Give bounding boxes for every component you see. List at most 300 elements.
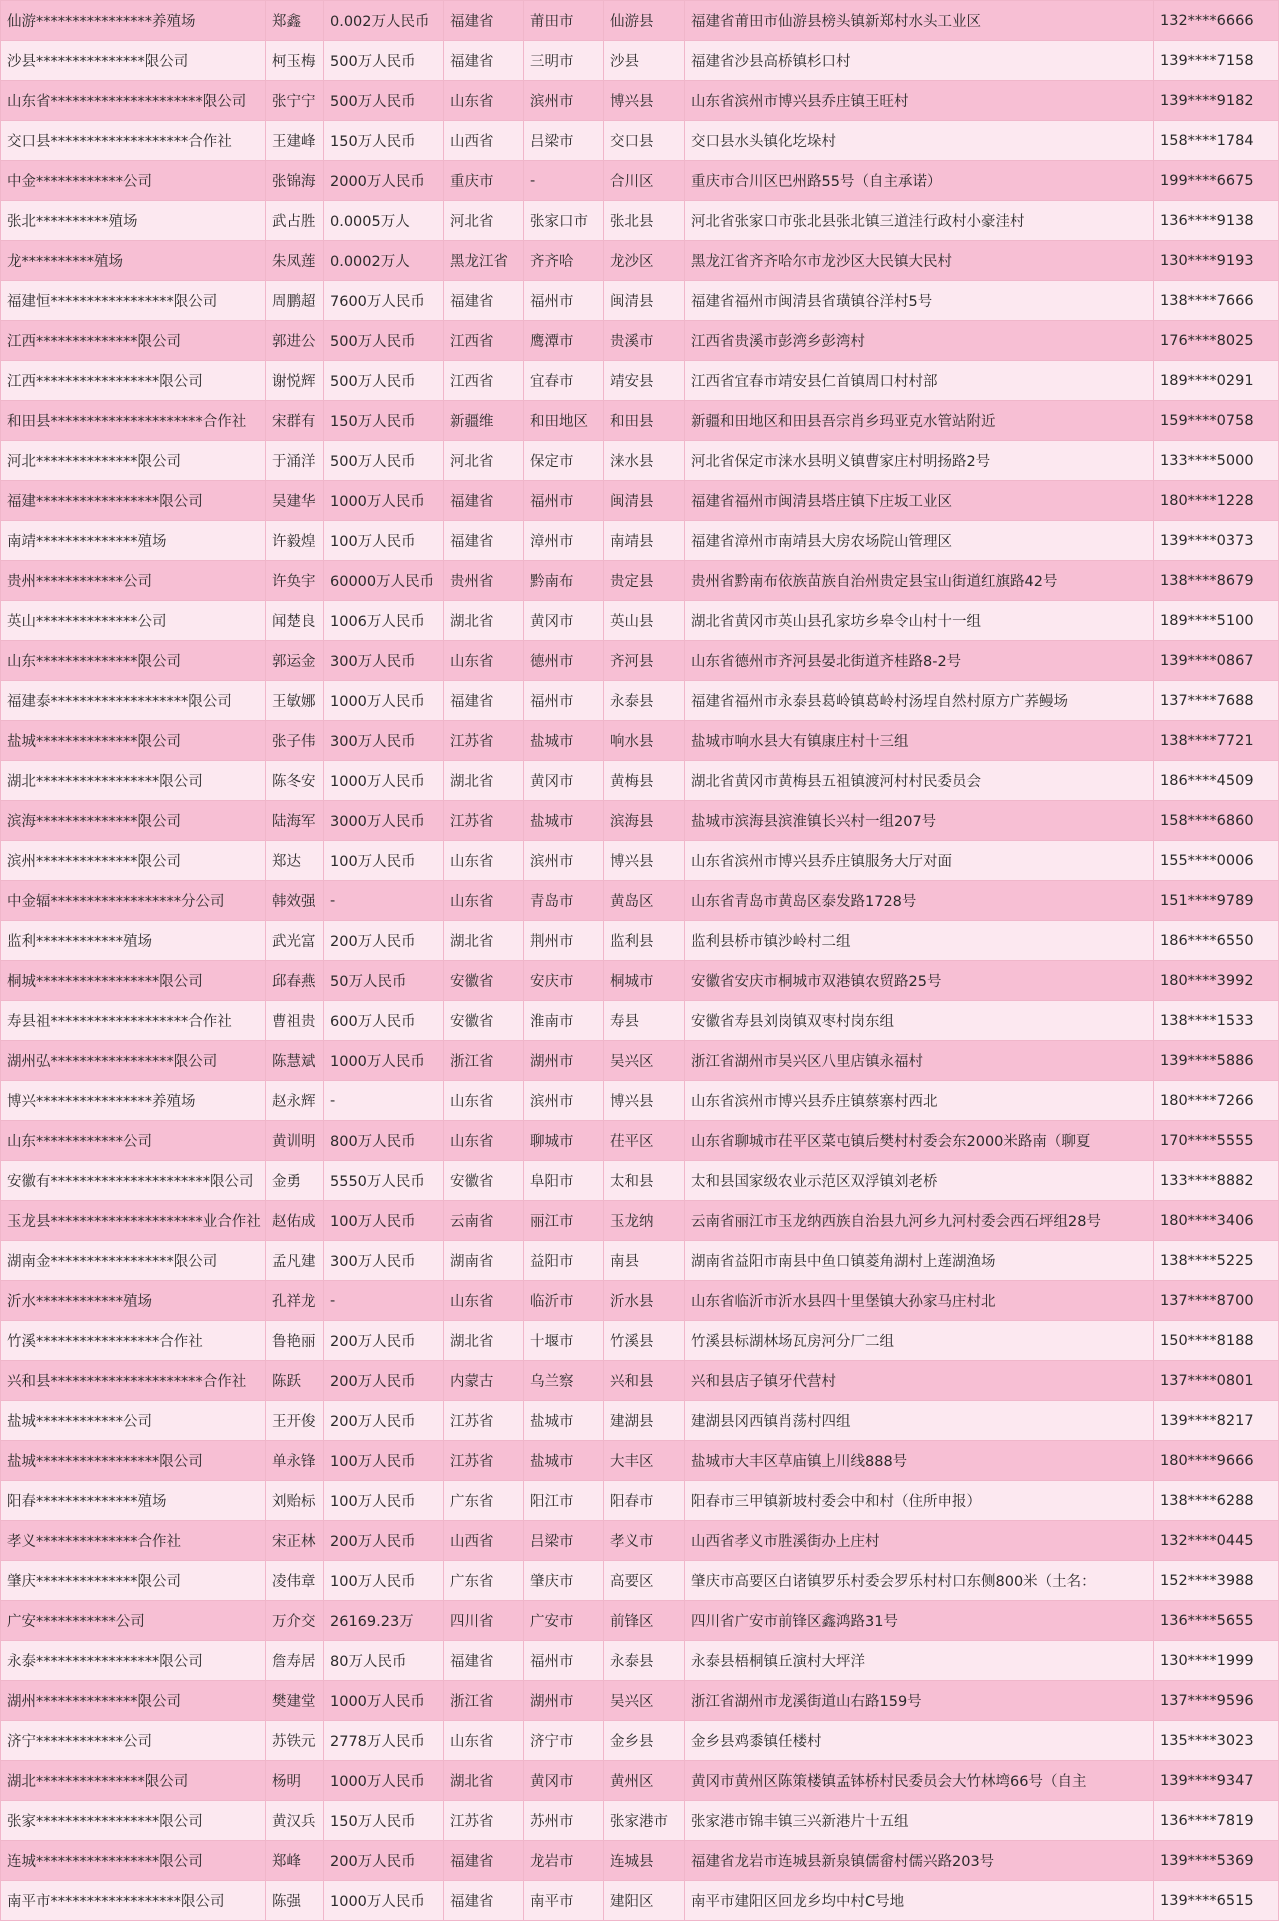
district-cell: 茌平区 [604,1121,685,1161]
province-cell: 福建省 [444,481,524,521]
legal-rep-cell: 陈冬安 [266,761,324,801]
district-cell: 涞水县 [604,441,685,481]
province-cell: 福建省 [444,1841,524,1881]
district-cell: 阳春市 [604,1481,685,1521]
company-name-cell: 交口县*******************合作社 [1,121,266,161]
address-cell: 阳春市三甲镇新坡村委会中和村（住所申报） [685,1481,1154,1521]
address-cell: 黑龙江省齐齐哈尔市龙沙区大民镇大民村 [685,241,1154,281]
city-cell: 乌兰察 [524,1361,604,1401]
city-cell: 湖州市 [524,1681,604,1721]
table-row [1,1001,1279,1041]
province-cell: 山东省 [444,641,524,681]
district-cell: 交口县 [604,121,685,161]
phone-cell: 139****5369 [1154,1841,1279,1881]
province-cell: 湖北省 [444,601,524,641]
legal-rep-cell: 朱凤莲 [266,241,324,281]
table-row [1,1321,1279,1361]
table-row [1,1201,1279,1241]
district-cell: 金乡县 [604,1721,685,1761]
registered-capital-cell: 100万人民币 [324,1561,444,1601]
phone-cell: 159****0758 [1154,401,1279,441]
phone-cell: 186****4509 [1154,761,1279,801]
province-cell: 山东省 [444,841,524,881]
company-name-cell: 江西*****************限公司 [1,361,266,401]
phone-cell: 199****6675 [1154,161,1279,201]
phone-cell: 170****5555 [1154,1121,1279,1161]
city-cell: 盐城市 [524,1401,604,1441]
district-cell: 黄梅县 [604,761,685,801]
address-cell: 江西省贵溪市彭湾乡彭湾村 [685,321,1154,361]
legal-rep-cell: 郑峰 [266,1841,324,1881]
company-name-cell: 张北**********殖场 [1,201,266,241]
registered-capital-cell: - [324,1081,444,1121]
phone-cell: 130****9193 [1154,241,1279,281]
table-row [1,801,1279,841]
legal-rep-cell: 于涌洋 [266,441,324,481]
address-cell: 盐城市滨海县滨淮镇长兴村一组207号 [685,801,1154,841]
table-row [1,601,1279,641]
city-cell: 淮南市 [524,1001,604,1041]
table-row [1,1121,1279,1161]
registered-capital-cell: 200万人民币 [324,1841,444,1881]
company-name-cell: 永泰*****************限公司 [1,1641,266,1681]
district-cell: 永泰县 [604,1641,685,1681]
registered-capital-cell: 0.0005万人 [324,201,444,241]
table-row [1,361,1279,401]
company-name-cell: 沙县***************限公司 [1,41,266,81]
district-cell: 齐河县 [604,641,685,681]
phone-cell: 139****9347 [1154,1761,1279,1801]
legal-rep-cell: 单永锋 [266,1441,324,1481]
registered-capital-cell: 200万人民币 [324,1521,444,1561]
district-cell: 和田县 [604,401,685,441]
province-cell: 福建省 [444,1641,524,1681]
city-cell: 安庆市 [524,961,604,1001]
table-row [1,1761,1279,1801]
city-cell: 广安市 [524,1601,604,1641]
company-name-cell: 湖北*****************限公司 [1,761,266,801]
province-cell: 黑龙江省 [444,241,524,281]
legal-rep-cell: 金勇 [266,1161,324,1201]
phone-cell: 137****0801 [1154,1361,1279,1401]
address-cell: 竹溪县标湖林场瓦房河分厂二组 [685,1321,1154,1361]
registered-capital-cell: 800万人民币 [324,1121,444,1161]
district-cell: 仙游县 [604,1,685,41]
city-cell: 苏州市 [524,1801,604,1841]
registered-capital-cell: 2000万人民币 [324,161,444,201]
registered-capital-cell: 150万人民币 [324,401,444,441]
registered-capital-cell: 100万人民币 [324,521,444,561]
registered-capital-cell: 26169.23万 [324,1601,444,1641]
company-name-cell: 肇庆**************限公司 [1,1561,266,1601]
company-name-cell: 福建恒*****************限公司 [1,281,266,321]
province-cell: 湖南省 [444,1241,524,1281]
company-name-cell: 贵州************公司 [1,561,266,601]
district-cell: 监利县 [604,921,685,961]
district-cell: 太和县 [604,1161,685,1201]
company-name-cell: 竹溪*****************合作社 [1,1321,266,1361]
district-cell: 寿县 [604,1001,685,1041]
phone-cell: 180****3406 [1154,1201,1279,1241]
phone-cell: 139****9182 [1154,81,1279,121]
company-name-cell: 盐城**************限公司 [1,721,266,761]
table-row [1,1561,1279,1601]
registered-capital-cell: 2778万人民币 [324,1721,444,1761]
address-cell: 浙江省湖州市吴兴区八里店镇永福村 [685,1041,1154,1081]
address-cell: 太和县国家级农业示范区双浮镇刘老桥 [685,1161,1154,1201]
company-name-cell: 南靖**************殖场 [1,521,266,561]
district-cell: 连城县 [604,1841,685,1881]
legal-rep-cell: 宋群有 [266,401,324,441]
company-name-cell: 福建*****************限公司 [1,481,266,521]
company-name-cell: 沂水************殖场 [1,1281,266,1321]
province-cell: 安徽省 [444,1161,524,1201]
address-cell: 南平市建阳区回龙乡均中村C号地 [685,1881,1154,1921]
company-name-cell: 兴和县*********************合作社 [1,1361,266,1401]
registered-capital-cell: 3000万人民币 [324,801,444,841]
province-cell: 江苏省 [444,1801,524,1841]
address-cell: 张家港市锦丰镇三兴新港片十五组 [685,1801,1154,1841]
table-row [1,201,1279,241]
province-cell: 山西省 [444,121,524,161]
legal-rep-cell: 陆海军 [266,801,324,841]
phone-cell: 189****0291 [1154,361,1279,401]
registered-capital-cell: 100万人民币 [324,1201,444,1241]
registered-capital-cell: 1000万人民币 [324,1761,444,1801]
city-cell: 和田地区 [524,401,604,441]
address-cell: 山东省聊城市茌平区菜屯镇后樊村村委会东2000米路南（聊夏 [685,1121,1154,1161]
district-cell: 吴兴区 [604,1681,685,1721]
province-cell: 湖北省 [444,1761,524,1801]
registered-capital-cell: 100万人民币 [324,841,444,881]
city-cell: 宜春市 [524,361,604,401]
company-name-cell: 山东**************限公司 [1,641,266,681]
phone-cell: 158****6860 [1154,801,1279,841]
legal-rep-cell: 陈慧斌 [266,1041,324,1081]
company-name-cell: 张家*****************限公司 [1,1801,266,1841]
table-row [1,1801,1279,1841]
registered-capital-cell: 500万人民币 [324,321,444,361]
company-name-cell: 阳春**************殖场 [1,1481,266,1521]
table-row [1,921,1279,961]
address-cell: 山东省临沂市沂水县四十里堡镇大孙家马庄村北 [685,1281,1154,1321]
city-cell: 福州市 [524,1641,604,1681]
district-cell: 高要区 [604,1561,685,1601]
company-name-cell: 湖北***************限公司 [1,1761,266,1801]
province-cell: 福建省 [444,41,524,81]
city-cell: 三明市 [524,41,604,81]
address-cell: 福建省福州市永泰县葛岭镇葛岭村汤埕自然村原方广荞鳗场 [685,681,1154,721]
address-cell: 四川省广安市前锋区鑫鸿路31号 [685,1601,1154,1641]
district-cell: 博兴县 [604,81,685,121]
company-name-cell: 盐城*****************限公司 [1,1441,266,1481]
province-cell: 山东省 [444,1721,524,1761]
address-cell: 浙江省湖州市龙溪街道山右路159号 [685,1681,1154,1721]
city-cell: 益阳市 [524,1241,604,1281]
table-row [1,1601,1279,1641]
city-cell: 张家口市 [524,201,604,241]
table-row [1,1641,1279,1681]
table-row [1,1241,1279,1281]
company-name-cell: 和田县*********************合作社 [1,401,266,441]
table-row [1,1441,1279,1481]
phone-cell: 130****1999 [1154,1641,1279,1681]
company-name-cell: 监利************殖场 [1,921,266,961]
city-cell: 盐城市 [524,1441,604,1481]
registered-capital-cell: 0.0002万人 [324,241,444,281]
legal-rep-cell: 赵佑成 [266,1201,324,1241]
phone-cell: 180****9666 [1154,1441,1279,1481]
address-cell: 安徽省寿县刘岗镇双枣村岗东组 [685,1001,1154,1041]
legal-rep-cell: 谢悦辉 [266,361,324,401]
city-cell: 黄冈市 [524,761,604,801]
city-cell: 临沂市 [524,1281,604,1321]
table-row [1,641,1279,681]
province-cell: 湖北省 [444,1321,524,1361]
city-cell: 齐齐哈 [524,241,604,281]
phone-cell: 155****0006 [1154,841,1279,881]
legal-rep-cell: 陈跃 [266,1361,324,1401]
city-cell: 鹰潭市 [524,321,604,361]
registered-capital-cell: - [324,1281,444,1321]
district-cell: 响水县 [604,721,685,761]
province-cell: 新疆维 [444,401,524,441]
registered-capital-cell: 150万人民币 [324,1801,444,1841]
registered-capital-cell: 7600万人民币 [324,281,444,321]
table-row [1,281,1279,321]
province-cell: 山西省 [444,1521,524,1561]
district-cell: 张家港市 [604,1801,685,1841]
province-cell: 浙江省 [444,1041,524,1081]
province-cell: 江苏省 [444,1441,524,1481]
phone-cell: 138****7666 [1154,281,1279,321]
district-cell: 贵溪市 [604,321,685,361]
phone-cell: 151****9789 [1154,881,1279,921]
phone-cell: 139****8217 [1154,1401,1279,1441]
phone-cell: 180****3992 [1154,961,1279,1001]
table-row [1,41,1279,81]
phone-cell: 132****0445 [1154,1521,1279,1561]
table-row [1,401,1279,441]
district-cell: 沙县 [604,41,685,81]
registered-capital-cell: 100万人民币 [324,1441,444,1481]
registered-capital-cell: 80万人民币 [324,1641,444,1681]
legal-rep-cell: 黄训明 [266,1121,324,1161]
table-row [1,521,1279,561]
registered-capital-cell: 1006万人民币 [324,601,444,641]
phone-cell: 180****1228 [1154,481,1279,521]
district-cell: 兴和县 [604,1361,685,1401]
city-cell: 龙岩市 [524,1841,604,1881]
table-row [1,81,1279,121]
address-cell: 湖北省黄冈市英山县孔家坊乡皋令山村十一组 [685,601,1154,641]
phone-cell: 139****0867 [1154,641,1279,681]
company-name-cell: 滨海**************限公司 [1,801,266,841]
province-cell: 浙江省 [444,1681,524,1721]
phone-cell: 135****3023 [1154,1721,1279,1761]
province-cell: 福建省 [444,521,524,561]
address-cell: 湖南省益阳市南县中鱼口镇菱角湖村上莲湖渔场 [685,1241,1154,1281]
city-cell: 福州市 [524,281,604,321]
phone-cell: 189****5100 [1154,601,1279,641]
district-cell: 张北县 [604,201,685,241]
table-row [1,1041,1279,1081]
table-row [1,481,1279,521]
phone-cell: 158****1784 [1154,121,1279,161]
phone-cell: 139****7158 [1154,41,1279,81]
table-row [1,721,1279,761]
address-cell: 建湖县冈西镇肖荡村四组 [685,1401,1154,1441]
city-cell: 滨州市 [524,841,604,881]
company-name-cell: 济宁************公司 [1,1721,266,1761]
city-cell: 吕梁市 [524,1521,604,1561]
company-name-cell: 玉龙县*********************业合作社 [1,1201,266,1241]
district-cell: 闽清县 [604,281,685,321]
phone-cell: 150****8188 [1154,1321,1279,1361]
district-cell: 博兴县 [604,841,685,881]
table-row [1,161,1279,201]
table-row [1,1401,1279,1441]
district-cell: 滨海县 [604,801,685,841]
registered-capital-cell: 200万人民币 [324,1401,444,1441]
table-row [1,1881,1279,1921]
table-body [1,1,1279,1921]
phone-cell: 139****5886 [1154,1041,1279,1081]
district-cell: 大丰区 [604,1441,685,1481]
company-name-cell: 湖州弘*****************限公司 [1,1041,266,1081]
company-name-cell: 湖州**************限公司 [1,1681,266,1721]
registered-capital-cell: 200万人民币 [324,921,444,961]
legal-rep-cell: 闻楚良 [266,601,324,641]
province-cell: 四川省 [444,1601,524,1641]
city-cell: 十堰市 [524,1321,604,1361]
table-row [1,1841,1279,1881]
city-cell: 济宁市 [524,1721,604,1761]
legal-rep-cell: 武占胜 [266,201,324,241]
legal-rep-cell: 赵永辉 [266,1081,324,1121]
registered-capital-cell: 500万人民币 [324,41,444,81]
legal-rep-cell: 韩效强 [266,881,324,921]
address-cell: 新疆和田地区和田县吾宗肖乡玛亚克水管站附近 [685,401,1154,441]
registered-capital-cell: 5550万人民币 [324,1161,444,1201]
legal-rep-cell: 孟凡建 [266,1241,324,1281]
legal-rep-cell: 邱春燕 [266,961,324,1001]
province-cell: 贵州省 [444,561,524,601]
province-cell: 湖北省 [444,761,524,801]
address-cell: 福建省福州市闽清县省璜镇谷洋村5号 [685,281,1154,321]
district-cell: 龙沙区 [604,241,685,281]
registered-capital-cell: 1000万人民币 [324,1041,444,1081]
legal-rep-cell: 柯玉梅 [266,41,324,81]
address-cell: 贵州省黔南布依族苗族自治州贵定县宝山街道红旗路42号 [685,561,1154,601]
province-cell: 福建省 [444,1,524,41]
city-cell: 黄冈市 [524,601,604,641]
district-cell: 吴兴区 [604,1041,685,1081]
city-cell: 丽江市 [524,1201,604,1241]
table-row [1,881,1279,921]
table-row [1,121,1279,161]
legal-rep-cell: 孔祥龙 [266,1281,324,1321]
phone-cell: 137****8700 [1154,1281,1279,1321]
company-name-cell: 中金************公司 [1,161,266,201]
table-row [1,1721,1279,1761]
district-cell: 闽清县 [604,481,685,521]
legal-rep-cell: 杨明 [266,1761,324,1801]
table-row [1,1481,1279,1521]
province-cell: 江西省 [444,361,524,401]
district-cell: 建湖县 [604,1401,685,1441]
phone-cell: 138****5225 [1154,1241,1279,1281]
address-cell: 山东省滨州市博兴县乔庄镇蔡寨村西北 [685,1081,1154,1121]
city-cell: 湖州市 [524,1041,604,1081]
phone-cell: 133****5000 [1154,441,1279,481]
registered-capital-cell: 0.002万人民币 [324,1,444,41]
address-cell: 重庆市合川区巴州路55号（自主承诺） [685,161,1154,201]
address-cell: 江西省宜春市靖安县仁首镇周口村村部 [685,361,1154,401]
city-cell: 漳州市 [524,521,604,561]
province-cell: 山东省 [444,1121,524,1161]
company-name-cell: 桐城*****************限公司 [1,961,266,1001]
registered-capital-cell: 500万人民币 [324,81,444,121]
city-cell: 聊城市 [524,1121,604,1161]
district-cell: 竹溪县 [604,1321,685,1361]
company-name-cell: 孝义**************合作社 [1,1521,266,1561]
address-cell: 湖北省黄冈市黄梅县五祖镇渡河村村民委员会 [685,761,1154,801]
company-name-cell: 滨州**************限公司 [1,841,266,881]
registered-capital-cell: 1000万人民币 [324,481,444,521]
registered-capital-cell: 300万人民币 [324,641,444,681]
province-cell: 云南省 [444,1201,524,1241]
address-cell: 交口县水头镇化圪垛村 [685,121,1154,161]
registered-capital-cell: 500万人民币 [324,361,444,401]
phone-cell: 137****9596 [1154,1681,1279,1721]
table-row [1,1161,1279,1201]
phone-cell: 136****9138 [1154,201,1279,241]
address-cell: 河北省张家口市张北县张北镇三道洼行政村小豪洼村 [685,201,1154,241]
phone-cell: 138****7721 [1154,721,1279,761]
province-cell: 湖北省 [444,921,524,961]
table-row [1,681,1279,721]
province-cell: 河北省 [444,201,524,241]
legal-rep-cell: 吴建华 [266,481,324,521]
legal-rep-cell: 凌伟章 [266,1561,324,1601]
legal-rep-cell: 郑达 [266,841,324,881]
registered-capital-cell: 1000万人民币 [324,1681,444,1721]
province-cell: 广东省 [444,1481,524,1521]
legal-rep-cell: 郑鑫 [266,1,324,41]
registered-capital-cell: 100万人民币 [324,1481,444,1521]
city-cell: 吕梁市 [524,121,604,161]
city-cell: 阳江市 [524,1481,604,1521]
province-cell: 江苏省 [444,1401,524,1441]
district-cell: 前锋区 [604,1601,685,1641]
table-row [1,1361,1279,1401]
district-cell: 桐城市 [604,961,685,1001]
company-name-cell: 福建泰*******************限公司 [1,681,266,721]
legal-rep-cell: 鲁艳丽 [266,1321,324,1361]
district-cell: 黄州区 [604,1761,685,1801]
company-name-cell: 南平市******************限公司 [1,1881,266,1921]
city-cell: 滨州市 [524,1081,604,1121]
city-cell: 德州市 [524,641,604,681]
district-cell: 英山县 [604,601,685,641]
phone-cell: 152****3988 [1154,1561,1279,1601]
address-cell: 山东省滨州市博兴县乔庄镇王旺村 [685,81,1154,121]
province-cell: 福建省 [444,1881,524,1921]
city-cell: 黔南布 [524,561,604,601]
legal-rep-cell: 张宁宁 [266,81,324,121]
table-row [1,241,1279,281]
